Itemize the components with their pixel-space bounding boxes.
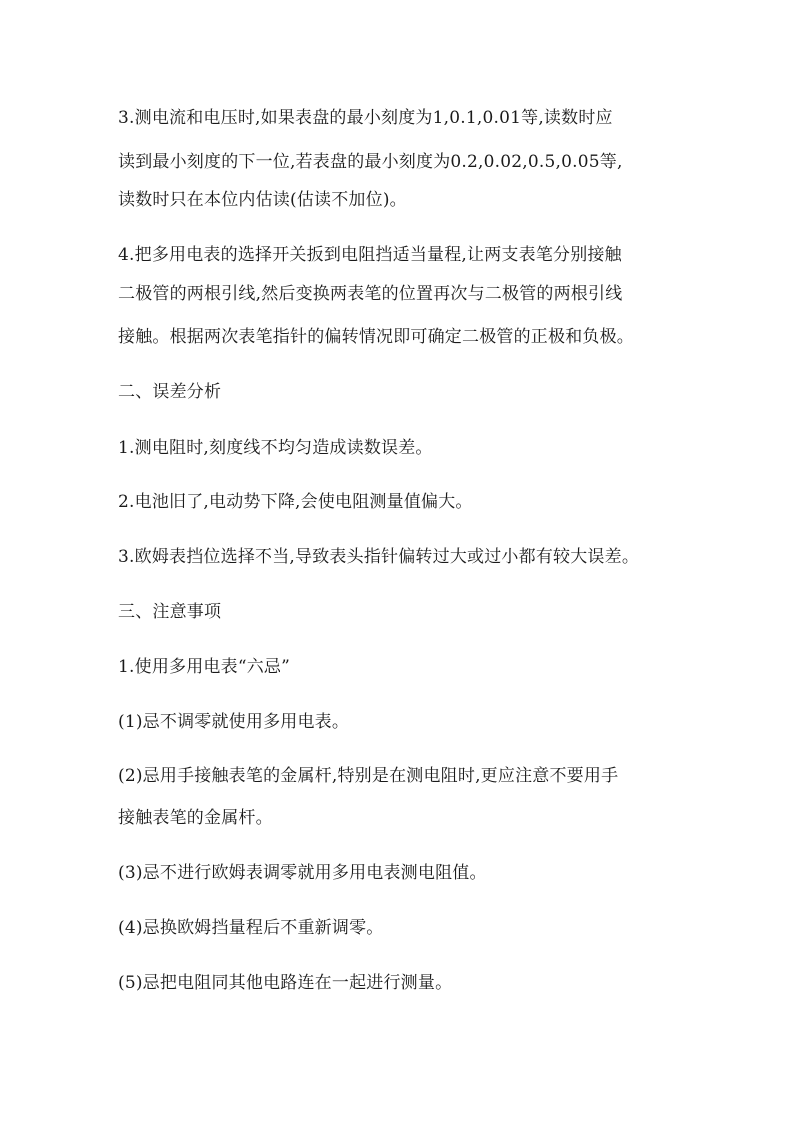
text-line: (5)忌把电阻同其他电路连在一起进行测量。	[118, 973, 453, 993]
text-line: 4.把多用电表的选择开关扳到电阻挡适当量程,让两支表笔分别接触	[118, 245, 622, 265]
text-line: 读数时只在本位内估读(估读不加位)。	[118, 190, 407, 210]
section-heading: 二、误差分析	[118, 382, 222, 402]
text-line: 读到最小刻度的下一位,若表盘的最小刻度为0.2,0.02,0.5,0.05等,	[118, 152, 623, 172]
text-line: (2)忌用手接触表笔的金属杆,特别是在测电阻时,更应注意不要用手	[118, 766, 619, 786]
text-line: 3.欧姆表挡位选择不当,导致表头指针偏转过大或过小都有较大误差。	[118, 547, 640, 567]
text-line: (1)忌不调零就使用多用电表。	[118, 712, 350, 732]
text-line: 1.使用多用电表“六忌”	[118, 657, 291, 677]
text-line: (3)忌不进行欧姆表调零就用多用电表测电阻值。	[118, 863, 487, 883]
text-line: 接触。根据两次表笔指针的偏转情况即可确定二极管的正极和负极。	[118, 327, 634, 347]
text-line: 接触表笔的金属杆。	[118, 808, 273, 828]
section-heading: 三、注意事项	[118, 602, 222, 622]
text-line: 二极管的两根引线,然后变换两表笔的位置再次与二极管的两根引线	[118, 284, 623, 304]
text-line: 2.电池旧了,电动势下降,会使电阻测量值偏大。	[118, 492, 473, 512]
text-line: 1.测电阻时,刻度线不均匀造成读数误差。	[118, 438, 433, 458]
text-line: 3.测电流和电压时,如果表盘的最小刻度为1,0.1,0.01等,读数时应	[118, 108, 613, 128]
text-line: (4)忌换欧姆挡量程后不重新调零。	[118, 918, 384, 938]
